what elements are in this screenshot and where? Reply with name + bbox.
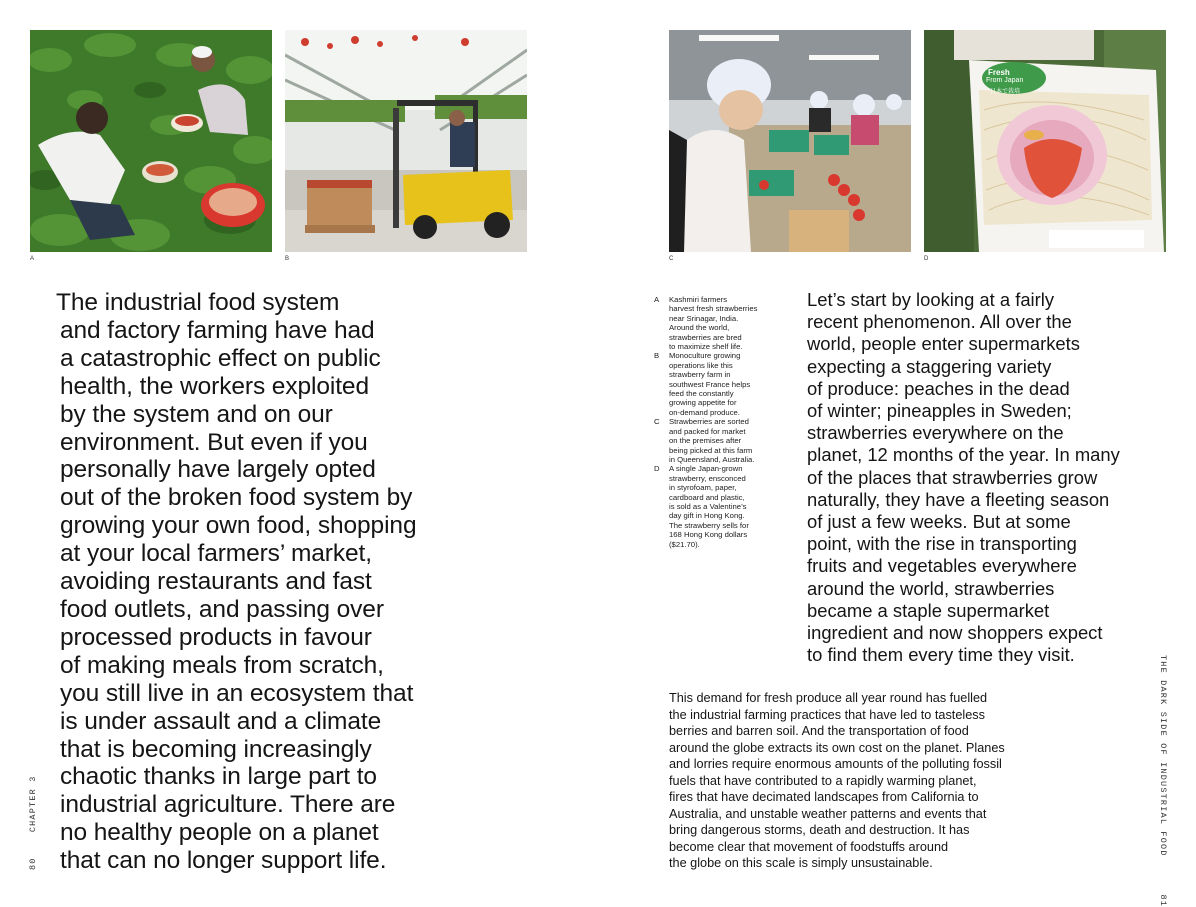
caption-line: in Queensland, Australia. <box>669 454 755 464</box>
body-paragraph-2 <box>669 690 1049 872</box>
right-folio <box>1158 655 1168 907</box>
caption-line: strawberry, ensconced <box>669 473 746 483</box>
caption-line: strawberries are bred <box>669 332 742 342</box>
intro-line: growing your own food, shopping <box>60 512 417 540</box>
intro-line: that is becoming increasingly <box>60 735 372 763</box>
intro-paragraph <box>56 289 456 875</box>
caption-line: on the premises after <box>669 436 742 446</box>
photo-a-farmers-field <box>30 30 272 252</box>
caption-line: ($21.70). <box>669 539 700 549</box>
intro-line: at your local farmers’ market, <box>60 540 372 568</box>
body-line: became a staple supermarket <box>807 599 1050 621</box>
body-line: of winter; pineapples in Sweden; <box>807 400 1072 422</box>
caption-line: cardboard and plastic, <box>669 492 745 502</box>
photo-captions <box>654 295 784 549</box>
body-line: of the places that strawberries grow <box>807 466 1098 488</box>
body-line: the globe on this scale is simply unsustainable. <box>669 856 933 870</box>
page-number-81: 81 <box>1158 894 1168 907</box>
caption-line: Strawberries are sorted <box>669 417 749 427</box>
caption-line: Monoculture growing <box>669 351 741 361</box>
photo-d-box-sticker-line2: From Japan <box>986 77 1024 84</box>
caption-line: near Srinagar, India. <box>669 313 739 323</box>
caption-line: strawberry farm in <box>669 370 731 380</box>
caption-line: on-demand produce. <box>669 407 740 417</box>
body-paragraph-1 <box>807 289 1147 666</box>
body-line: Let’s start by looking at a fairly <box>807 289 1055 310</box>
intro-line: by the system and on our <box>60 400 333 428</box>
caption-line: day gift in Hong Kong. <box>669 511 745 521</box>
photo-b-greenhouse-forklift <box>285 30 527 252</box>
intro-line: is under assault and a climate <box>60 707 382 735</box>
intro-line: of making meals from scratch, <box>60 651 384 679</box>
caption-line: in styrofoam, paper, <box>669 483 737 493</box>
caption-letter: A <box>654 295 660 304</box>
body-line: expecting a staggering variety <box>807 355 1052 377</box>
body-line: strawberries everywhere on the <box>807 422 1064 444</box>
caption-line: feed the constantly <box>669 389 734 399</box>
intro-line: The industrial food system <box>56 289 340 316</box>
body-line: fuels that have contributed to a rapidly warming planet, <box>669 773 977 788</box>
body-line: fruits and vegetables everywhere <box>807 555 1077 577</box>
body-line: berries and barren soil. And the transportation of food <box>669 724 969 738</box>
body-line: become clear that movement of foodstuffs around <box>669 839 949 854</box>
caption-line: to maximize shelf life. <box>669 342 743 352</box>
intro-line: processed products in favour <box>60 623 372 651</box>
caption-line: Around the world, <box>669 323 730 333</box>
intro-line: out of the broken food system by <box>60 484 413 512</box>
caption-line: A single Japan-grown <box>669 464 743 474</box>
body-line: bring dangerous storms, death and destruction. It has <box>669 823 970 837</box>
photo-d-box-sticker-line1: Fresh <box>988 68 1010 77</box>
photo-c-label: C <box>669 256 674 262</box>
photo-a-label: A <box>30 256 35 262</box>
body-line: and lorries require enormous amounts of the polluting fossil <box>669 757 1002 771</box>
caption-line: harvest fresh strawberries <box>669 304 758 314</box>
photo-d-box-sticker-line3: 日本で栽培 <box>990 88 1021 95</box>
caption-line: and packed for market <box>669 426 746 436</box>
body-line: around the globe extracts its own cost on the planet. Planes <box>669 740 1005 755</box>
caption-d <box>654 464 784 549</box>
caption-letter: D <box>654 464 660 474</box>
body-line: around the world, strawberries <box>807 577 1055 599</box>
body-line: planet, 12 months of the year. In many <box>807 444 1120 466</box>
caption-c <box>654 417 784 464</box>
page-number-80: 80 <box>28 857 38 870</box>
intro-line: no healthy people on a planet <box>60 819 379 847</box>
photo-d-label: D <box>924 256 929 262</box>
intro-line: industrial agriculture. There are <box>60 791 396 819</box>
photo-d-boxed-strawberry <box>924 30 1166 252</box>
photo-c-packing-shed <box>669 30 911 252</box>
body-line: the industrial farming practices that have led to tasteless <box>669 707 985 722</box>
body-line: world, people enter supermarkets <box>807 333 1080 355</box>
body-line: of produce: peaches in the dead <box>807 377 1070 399</box>
photo-b-label: B <box>285 256 290 262</box>
intro-line: avoiding restaurants and fast <box>60 568 372 596</box>
intro-line: you still live in an ecosystem that <box>60 679 414 707</box>
body-line: point, with the rise in transporting <box>807 533 1077 555</box>
intro-line: and factory farming have had <box>60 316 375 344</box>
caption-line: operations like this <box>669 360 733 370</box>
intro-line: food outlets, and passing over <box>60 595 384 623</box>
body-line: ingredient and now shoppers expect <box>807 622 1103 644</box>
caption-line: is sold as a Valentine’s <box>669 501 747 511</box>
caption-letter: B <box>654 351 660 361</box>
caption-line: 168 Hong Kong dollars <box>669 530 748 540</box>
body-line: naturally, they have a fleeting season <box>807 488 1110 510</box>
caption-letter: C <box>654 417 660 427</box>
caption-line: The strawberry sells for <box>669 520 749 530</box>
left-folio <box>28 775 38 870</box>
body-line: to find them every time they visit. <box>807 644 1075 666</box>
caption-a <box>654 295 784 351</box>
running-head-chapter: CHAPTER 3 <box>28 775 38 833</box>
caption-line: southwest France helps <box>669 379 751 389</box>
body-line: fires that have decimated landscapes from California to <box>669 790 979 804</box>
intro-line: chaotic thanks in large part to <box>60 763 377 791</box>
body-line: This demand for fresh produce all year round has fuelled <box>669 691 988 705</box>
caption-b <box>654 351 784 417</box>
intro-line: personally have largely opted <box>60 456 376 484</box>
caption-line: being picked at this farm <box>669 445 753 455</box>
caption-line: Kashmiri farmers <box>669 295 728 304</box>
body-line: of just a few weeks. But at some <box>807 511 1071 533</box>
intro-line: environment. But even if you <box>60 428 368 456</box>
intro-line: health, the workers exploited <box>60 372 369 400</box>
intro-line: that can no longer support life. <box>60 847 387 875</box>
body-line: Australia, and unstable weather patterns and events that <box>669 806 987 821</box>
intro-line: a catastrophic effect on public <box>60 344 381 372</box>
body-line: recent phenomenon. All over the <box>807 311 1072 333</box>
caption-line: growing appetite for <box>669 398 737 408</box>
running-head-title: THE DARK SIDE OF INDUSTRIAL FOOD <box>1158 655 1168 857</box>
